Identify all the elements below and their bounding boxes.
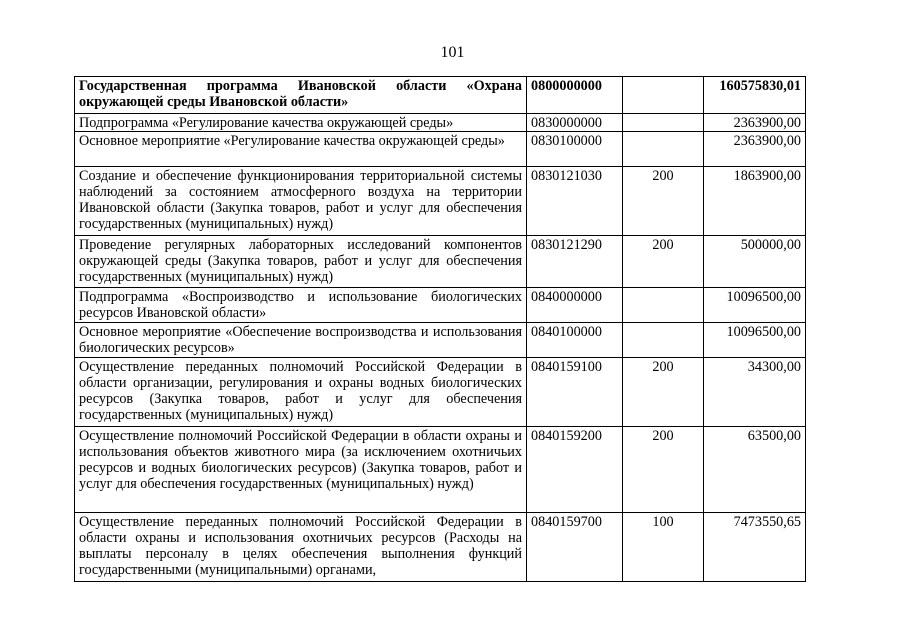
expense-name-cell: Государственная программа Ивановской области «Охрана окружающей среды Ивановской области» bbox=[75, 77, 527, 114]
expense-type-cell: 200 bbox=[623, 167, 704, 236]
table-row bbox=[75, 323, 806, 358]
expense-type-cell: 200 bbox=[623, 427, 704, 513]
expense-type-cell bbox=[623, 288, 704, 323]
target-code-cell: 0840100000 bbox=[527, 323, 623, 358]
expense-type-cell bbox=[623, 114, 704, 132]
expense-type-cell bbox=[623, 132, 704, 167]
amount-cell: 1863900,00 bbox=[704, 167, 806, 236]
target-code-cell: 0840000000 bbox=[527, 288, 623, 323]
target-code-cell: 0830121030 bbox=[527, 167, 623, 236]
table-row bbox=[75, 77, 806, 114]
expense-name-cell: Осуществление полномочий Российской Федерации в области охраны и использования объектов животного мира (за исключением охотничьих ресурсов и водных биологических ресурсов) (Закупка товаров, работ и услуг для обеспечения государственных (муниципальных) нужд) bbox=[75, 427, 527, 513]
expense-name-cell: Проведение регулярных лабораторных исследований компонентов окружающей среды (Закупка товаров, работ и услуг для обеспечения государственных (муниципальных) нужд) bbox=[75, 236, 527, 288]
table-row bbox=[75, 114, 806, 132]
table-row bbox=[75, 513, 806, 582]
amount-cell: 10096500,00 bbox=[704, 288, 806, 323]
expense-name-cell: Осуществление переданных полномочий Российской Федерации в области охраны и использования охотничьих ресурсов (Расходы на выплаты персоналу в целях обеспечения выполнения функций государственными (муниципальными) органами, bbox=[75, 513, 527, 582]
target-code-cell: 0800000000 bbox=[527, 77, 623, 114]
expense-type-cell: 200 bbox=[623, 358, 704, 427]
expense-name-cell: Подпрограмма «Регулирование качества окружающей среды» bbox=[75, 114, 527, 132]
expense-name-cell: Подпрограмма «Воспроизводство и использование биологических ресурсов Ивановской области» bbox=[75, 288, 527, 323]
table-row bbox=[75, 132, 806, 167]
budget-table-body bbox=[75, 77, 806, 582]
table-row bbox=[75, 427, 806, 513]
expense-name-cell: Основное мероприятие «Регулирование качества окружающей среды» bbox=[75, 132, 527, 167]
table-row bbox=[75, 236, 806, 288]
target-code-cell: 0840159700 bbox=[527, 513, 623, 582]
expense-name-cell: Создание и обеспечение функционирования территориальной системы наблюдений за состоянием атмосферного воздуха на территории Ивановской области (Закупка товаров, работ и услуг для обеспечения государственных (муниципальных) нужд) bbox=[75, 167, 527, 236]
target-code-cell: 0830100000 bbox=[527, 132, 623, 167]
amount-cell: 7473550,65 bbox=[704, 513, 806, 582]
target-code-cell: 0830000000 bbox=[527, 114, 623, 132]
target-code-cell: 0840159200 bbox=[527, 427, 623, 513]
target-code-cell: 0840159100 bbox=[527, 358, 623, 427]
expense-type-cell: 200 bbox=[623, 236, 704, 288]
expense-type-cell bbox=[623, 323, 704, 358]
amount-cell: 10096500,00 bbox=[704, 323, 806, 358]
amount-cell: 2363900,00 bbox=[704, 132, 806, 167]
expense-name-cell: Основное мероприятие «Обеспечение воспроизводства и использования биологических ресурсов» bbox=[75, 323, 527, 358]
expense-type-cell: 100 bbox=[623, 513, 704, 582]
amount-cell: 34300,00 bbox=[704, 358, 806, 427]
table-row bbox=[75, 358, 806, 427]
amount-cell: 160575830,01 bbox=[704, 77, 806, 114]
table-row bbox=[75, 288, 806, 323]
expense-type-cell bbox=[623, 77, 704, 114]
amount-cell: 2363900,00 bbox=[704, 114, 806, 132]
amount-cell: 500000,00 bbox=[704, 236, 806, 288]
page-number: 101 bbox=[440, 44, 465, 61]
table-row bbox=[75, 167, 806, 236]
expense-name-cell: Осуществление переданных полномочий Российской Федерации в области организации, регулирования и охраны водных биологических ресурсов (Закупка товаров, работ и услуг для обеспечения государственных (муниципальных) нужд) bbox=[75, 358, 527, 427]
budget-table bbox=[74, 76, 806, 582]
amount-cell: 63500,00 bbox=[704, 427, 806, 513]
target-code-cell: 0830121290 bbox=[527, 236, 623, 288]
